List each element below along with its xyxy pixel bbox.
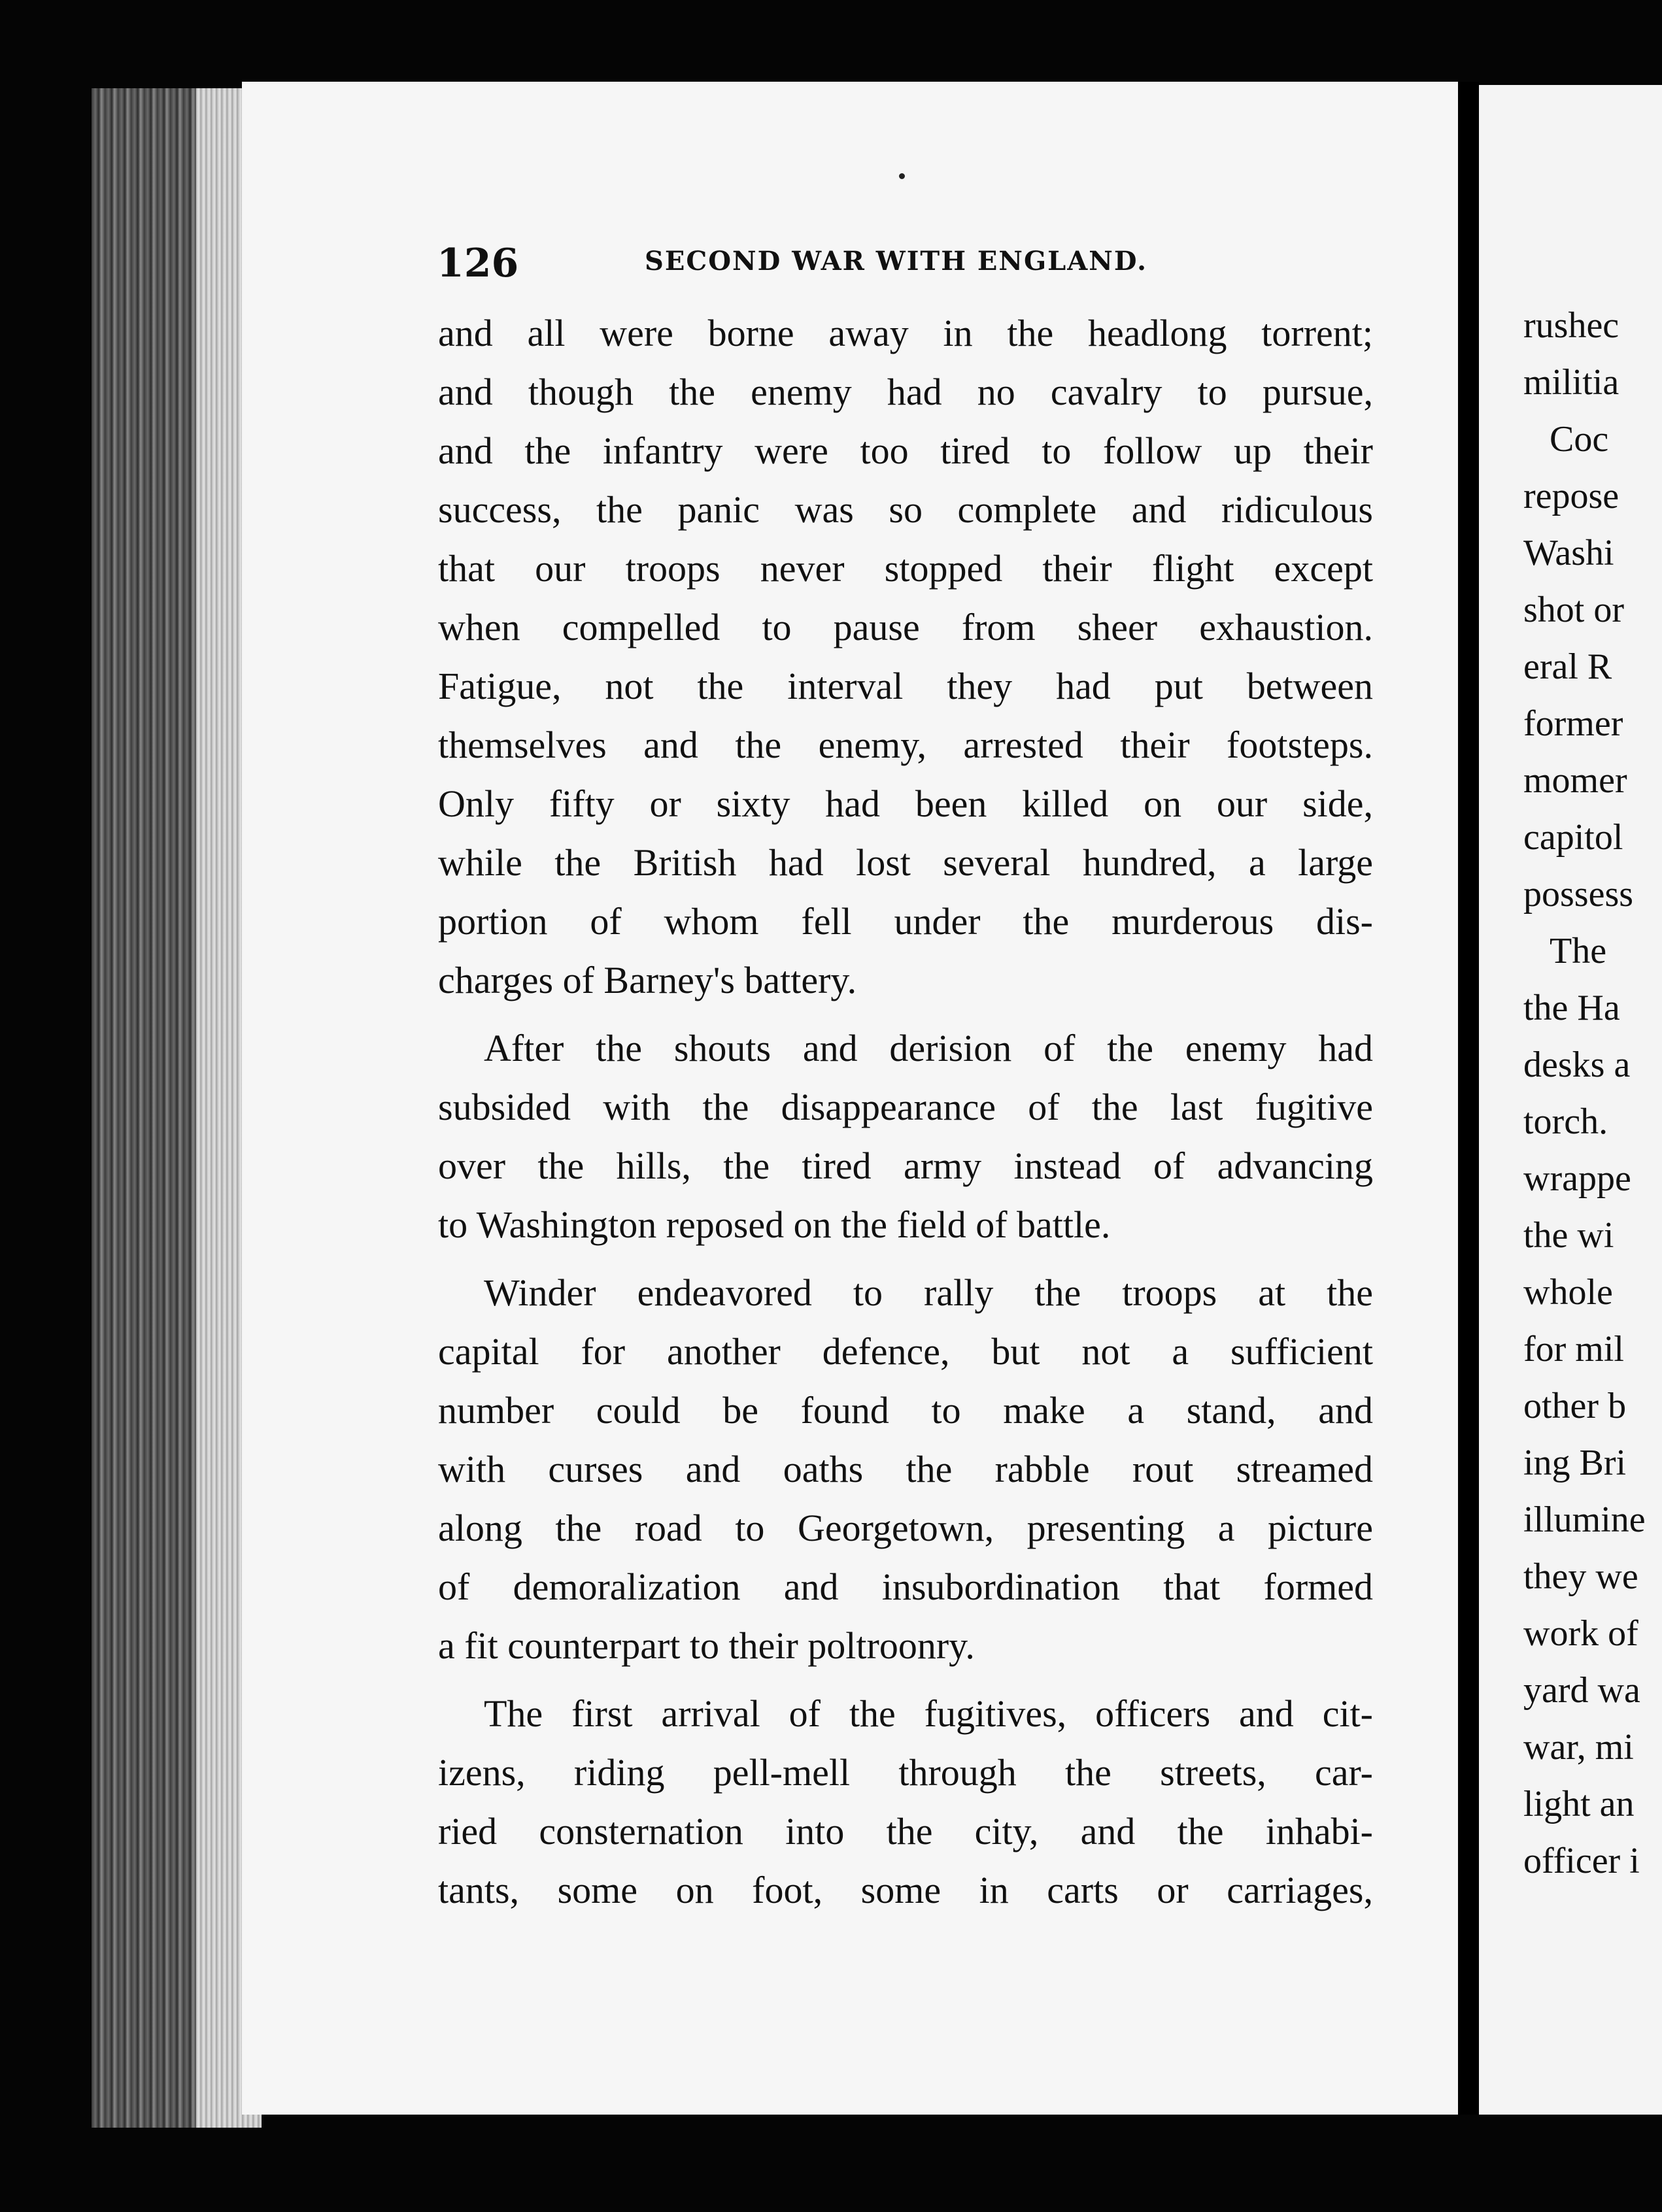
text-line: they we: [1523, 1556, 1638, 1597]
text-line: other b: [1523, 1386, 1627, 1426]
text-line: shot or: [1523, 590, 1624, 630]
text-line: repose: [1523, 476, 1620, 516]
text-line: capital for another defence, but not a sufficient: [438, 1330, 1373, 1373]
text-line: ing Bri: [1523, 1443, 1627, 1483]
text-line: the wi: [1523, 1215, 1614, 1256]
text-line: militia: [1523, 362, 1620, 403]
text-line: that our troops never stopped their flight except: [438, 547, 1373, 590]
print-speck: [899, 173, 905, 179]
text-line: yard wa: [1523, 1670, 1640, 1711]
text-line: and though the enemy had no cavalry to pursue,: [438, 371, 1373, 413]
text-line: along the road to Georgetown, presenting a picture: [438, 1507, 1373, 1549]
text-line: former: [1523, 703, 1623, 744]
page-number: 126: [437, 241, 519, 286]
left-page-body: [438, 304, 1373, 1920]
text-line: with curses and oaths the rabble rout streamed: [438, 1448, 1373, 1490]
text-line: work of: [1523, 1613, 1638, 1654]
text-line: for mil: [1523, 1329, 1624, 1369]
book-gutter: [1458, 82, 1479, 2115]
right-page-body: [1523, 297, 1662, 1890]
text-line: capitol: [1523, 817, 1623, 858]
text-line: ried consternation into the city, and the inhabi-: [438, 1810, 1373, 1852]
text-line: tants, some on foot, some in carts or carriages,: [438, 1869, 1373, 1911]
text-line: of demoralization and insubordination that formed: [438, 1566, 1373, 1608]
text-line: illumine: [1523, 1500, 1646, 1540]
running-head: SECOND WAR WITH ENGLAND.: [645, 246, 1148, 276]
text-line: and all were borne away in the headlong torrent;: [438, 312, 1373, 354]
page-header: [437, 241, 1156, 286]
text-line: over the hills, the tired army instead of advancing: [438, 1145, 1373, 1187]
text-line: number could be found to make a stand, and: [438, 1389, 1373, 1432]
text-line: momer: [1523, 760, 1627, 801]
text-line: Only fifty or sixty had been killed on our side,: [438, 782, 1373, 825]
text-line: portion of whom fell under the murderous dis-: [438, 900, 1373, 943]
text-line: torch.: [1523, 1101, 1608, 1142]
text-line: war, mi: [1523, 1727, 1634, 1768]
text-line: to Washington reposed on the field of battle.: [438, 1203, 1111, 1246]
text-line: eral R: [1523, 646, 1612, 687]
text-line: officer i: [1523, 1841, 1640, 1881]
text-line: The: [1550, 931, 1607, 971]
text-line: the Ha: [1523, 988, 1620, 1028]
text-line: After the shouts and derision of the enemy had: [484, 1027, 1373, 1069]
text-line: The first arrival of the fugitives, officers and cit-: [484, 1692, 1373, 1735]
text-line: izens, riding pell-mell through the streets, car-: [438, 1751, 1373, 1794]
text-line: subsided with the disappearance of the last fugitive: [438, 1086, 1373, 1128]
text-line: when compelled to pause from sheer exhaustion.: [438, 606, 1373, 648]
text-line: whole: [1523, 1272, 1613, 1313]
text-line: Coc: [1550, 419, 1609, 460]
text-line: possess: [1523, 874, 1634, 914]
text-line: Washi: [1523, 533, 1614, 573]
text-line: light an: [1523, 1784, 1635, 1824]
text-line: success, the panic was so complete and ridiculous: [438, 488, 1373, 531]
text-line: while the British had lost several hundred, a large: [438, 841, 1373, 884]
text-line: charges of Barney's battery.: [438, 959, 857, 1001]
text-line: Fatigue, not the interval they had put between: [438, 665, 1373, 707]
text-line: desks a: [1523, 1045, 1631, 1085]
text-line: and the infantry were too tired to follow up their: [438, 429, 1373, 472]
text-line: themselves and the enemy, arrested their footsteps.: [438, 724, 1373, 766]
text-line: rushec: [1523, 305, 1620, 346]
text-line: Winder endeavored to rally the troops at the: [484, 1271, 1373, 1314]
text-line: a fit counterpart to their poltroonry.: [438, 1624, 975, 1667]
text-line: wrappe: [1523, 1158, 1631, 1199]
